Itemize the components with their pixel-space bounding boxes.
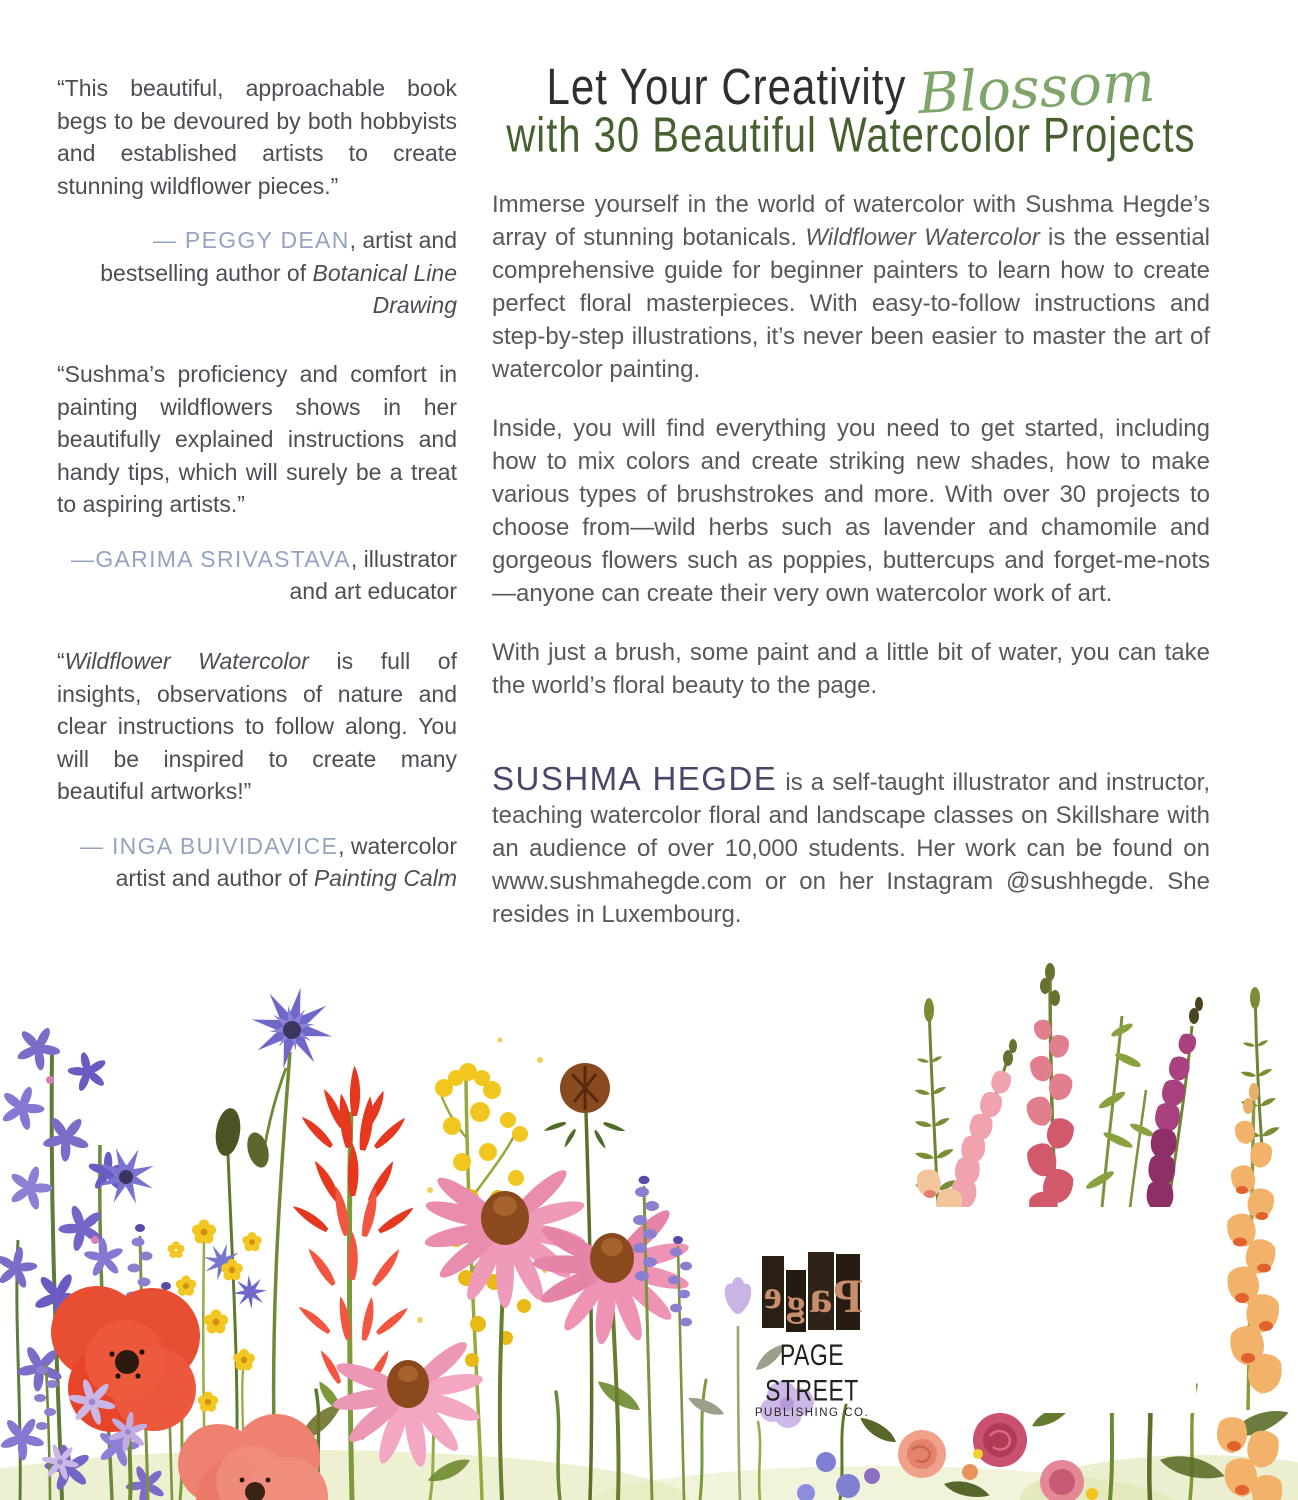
quote-attribution [57,830,457,895]
headline-script-word: Blossom [916,49,1158,128]
quote-text: “This beautiful, approachable book begs to be devoured by both hobbyists and established artists to create stunning wildflower pieces.” [57,75,457,199]
quote-text: “Sushma’s proficiency and comfort in painting wildflowers shows in her beautifully explained instructions and handy tips, which will surely be a treat to aspiring artists.” [57,361,457,517]
quote-book-title: Wildflower Watercolor [64,648,309,674]
attribution-role: , watercolor artist and author of [115,832,457,891]
attribution-work-title: Painting Calm [313,865,457,891]
testimonial-quote [57,358,457,608]
author-bio [492,762,1210,931]
quote-attribution [57,543,457,608]
attribution-name: — INGA BUIVIDAVICE [79,832,339,859]
body-paragraph: Immerse yourself in the world of watercolor with Sushma Hegde’s array of stunning botanicals. Wildflower Watercolor is the essential comprehensive guide for beginner painters to learn how to create perfect floral masterpieces. With easy-to-follow instructions and step-by-step illustrations, it’s never been easier to master the art of watercolor painting. [492,191,1210,383]
attribution-work-title: Botanical Line Drawing [312,259,457,318]
body-paragraph: With just a brush, some paint and a little bit of water, you can take the world’s floral beauty to the page. [492,639,1210,699]
publisher-logo [742,1246,882,1419]
testimonial-quote [57,72,457,322]
pink-coneflower-lower [332,1336,485,1468]
headline [492,49,1210,163]
book-title-italic: Wildflower Watercolor [805,224,1040,251]
testimonial-quote [57,645,457,895]
attribution-role: , illustrator and art educator [289,545,457,604]
quote-attribution [57,224,457,322]
svg-text:a: a [809,1271,833,1322]
svg-text:P: P [833,1270,863,1323]
publisher-subtitle: PUBLISHING CO. [754,1407,870,1419]
headline-line1: Let Your Creativity [546,57,907,116]
publisher-name: PAGE STREET [765,1337,859,1407]
svg-text:e: e [764,1272,782,1317]
attribution-role: , artist and bestselling author of [100,227,457,286]
main-copy-column [492,49,1210,931]
body-paragraph: Inside, you will find everything you need to get started, including how to mix colors and create striking new shades, how to make various types of brushstrokes and more. With over 30 projects to choose from—wild herbs such as lavender and chamomile and gorgeous flowers such as poppies, buttercups and forget-me-nots—anyone can create their very own watercolor work of art. [492,415,1210,607]
letterpress-blocks-icon [760,1246,864,1338]
attribution-name: — PEGGY DEAN [152,227,350,253]
author-name: SUSHMA HEGDE [492,760,778,797]
salmon-poppy-flower [178,1414,328,1500]
headline-line2: with 30 Beautiful Watercolor Projects [506,109,1196,163]
barcode-placeholder [878,1207,1196,1413]
svg-text:g: g [786,1283,806,1325]
attribution-name: —GARIMA SRIVASTAVA [71,545,351,572]
quote-text: “Wildflower Watercolor is full of insights, observations of nature and clear instructions to follow along. You will be inspired to create many beautiful artworks!” [57,648,457,804]
author-bio-text: is a self-taught illustrator and instructor, teaching watercolor floral and landscape classes on Skillshare with an audience of over 10,000 students. Her work can be found on www.sushmahegde.com or on her Instagram @sushhegde. She resides in Luxembourg. [492,769,1210,928]
